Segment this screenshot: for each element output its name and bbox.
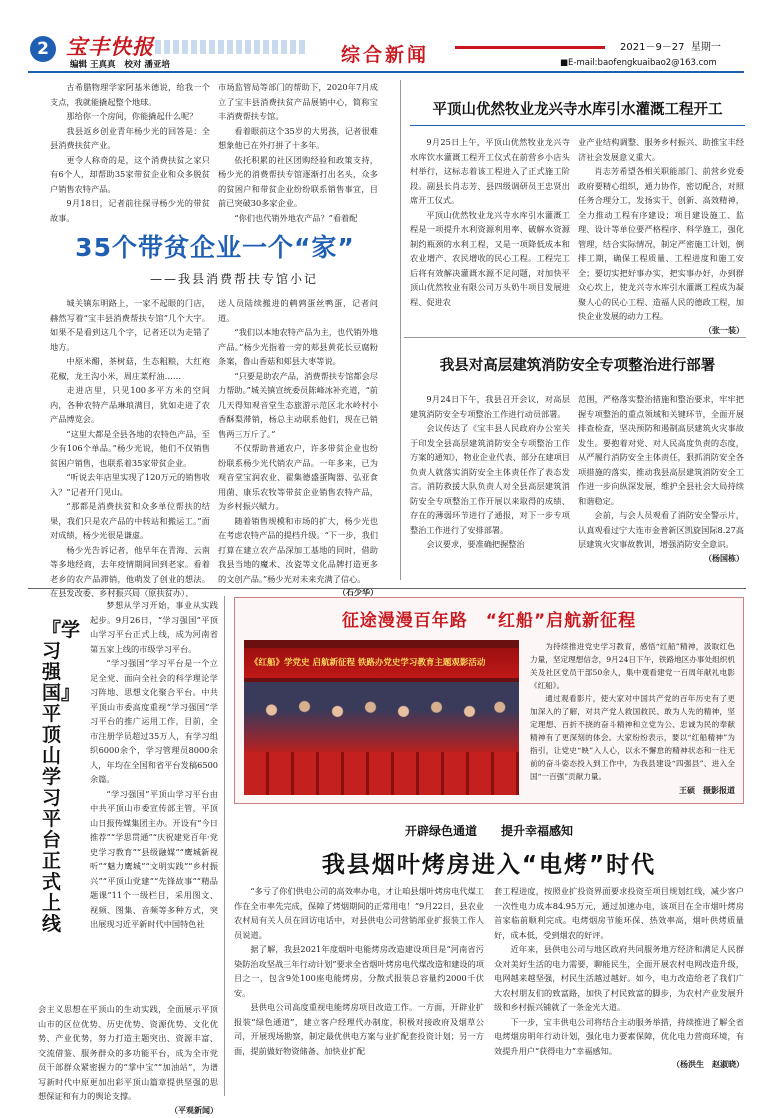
paragraph: 古希腊物理学家阿基米德说，给我一个支点，我就能撬起整个地球。 (50, 80, 210, 109)
editor-line (70, 58, 170, 70)
paragraph: 杨少光告诉记者，他早年在青海、云南等多地经商，去年疫情期间回到老家。看着老乡的农产品滞销，他萌发了创业的想法。在县发改委、乡村振兴局（原扶贫办）、 (50, 543, 210, 601)
weekday: 星期一 (691, 42, 721, 53)
paragraph: 送人员陆续搬进的鹌鹑蛋丝鸭蛋，记者问道。 (218, 296, 378, 325)
irrigation-col-1 (410, 135, 570, 309)
editor-label: 编辑 (70, 60, 87, 70)
tobacco-col-1 (234, 884, 484, 1058)
page-number: 2 (37, 39, 49, 59)
paragraph: 9月18日，记者前往探寻杨少光的带贫故事。 (50, 196, 210, 225)
store-col-2 (218, 296, 378, 601)
section-rule (28, 588, 746, 589)
paragraph: 下一步，宝丰供电公司将结合主动服务举措，持续推进了解全省电烤烟房明年行动计划，强化电力要素保障，优化电力营商环境，有效提升用户“获得电力”幸福感知。 (494, 1015, 744, 1059)
caption-paragraph: 通过观看影片，使大家对中国共产党的百年历史有了更加深入的了解，对共产党人救国救民、敢为人先的精神，坚定理想、百折不挠的奋斗精神和立党为公、忠诚为民的奉献精神有了更深刻的体会。大家纷纷表示，要以“红船精神”为指引，让党史“映”入人心，以永不懈怠的精神状态和一往无前的奋斗姿态投入到工作中，为我县建设“四强县”、进入全国“一百强”贡献力量。 (530, 692, 735, 783)
byline: （杨洪生 赵淑晓） (494, 1058, 744, 1073)
paragraph: 中原米醋，茶树菇，生态粗粮，大红袍花椒，龙王沟小米，周庄菜籽油…… (50, 354, 210, 383)
paragraph: 我县返乡创业青年杨少光的回答是：全县消费扶贫产业。 (50, 124, 210, 153)
paragraph: 县供电公司高度重视电能烤房项目改造工作。一方面，开辟业扩报装“绿色通道”，建立客户经理代办制度，积极对接政府及烟草公司，开展现场勘察，制定最优供电方案与业扩配套投资计划；另一方面，提前做好物资储备、加快业扩配 (234, 1000, 484, 1058)
proofreader-name: 潘亚培 (144, 60, 170, 70)
paragraph: “学习强国”学习平台是一个立足全党、面向全社会的科学理论学习阵地、思想文化聚合平台。中共平顶山市委高度重视“学习强国”学习平台的推广运用工作，目前，全市注册学员超过35万人，有学习组织6000余个，学习管理员8000余人，年均在全国和省平台发稿6500余篇。 (90, 656, 218, 787)
section-title: 综合新闻 (330, 40, 440, 67)
masthead-decor (155, 40, 305, 54)
paragraph: 范围，严格落实整治措施和整治要求，牢牢把握专项整治的重点领域和关键环节，全面开展排查检查，坚决预防和遏制高层建筑火灾事故发生。要抱着对党、对人民高度负责的态度，从严履行消防安全主体责任，狠抓消防安全各项措施的落实，推动我县高层建筑消防安全工作进一步向纵深发展，维护全县社会大局持续和谐稳定。 (578, 392, 744, 508)
paragraph: “你们也代销外地农产品？”看着配 (218, 211, 378, 226)
paragraph: “我们以本地农特产品为主，也代销外地产品。”杨少光指着一旁的郏县黄花长豆腐粉条案，鲁山香菇和郏县大枣等说。 (218, 325, 378, 369)
fire-col-2 (578, 392, 744, 566)
paragraph: 市场监管局等部门的帮助下，2020年7月成立了宝丰县消费扶贫产品展销中心，简称宝丰消费帮扶专馆。 (218, 80, 378, 124)
paper-name: 宝丰快报 (66, 31, 154, 61)
paragraph: 会议要求，要准确把握整治 (410, 537, 570, 552)
page-number-badge (30, 36, 56, 62)
section-rule (404, 337, 746, 338)
paragraph: “多亏了你们供电公司的高效率办电，才让咱县烟叶烤房电代煤工作在全市率先完成，保障了烤烟期间的正常用电！”9月22日，县农业农村局有关人员在回访电话中，对县供电公司营销部业扩报装工作人员说道。 (234, 884, 484, 942)
paragraph: “听说去年店里实现了120万元的销售收入？”记者开门见山。 (50, 470, 210, 499)
paragraph: 会前，与会人员观看了消防安全警示片，认真观看过宁大连市金普新区凯旋国际8.27高层建筑火灾事故教训，增强消防安全意识。 (578, 508, 744, 552)
fire-article-title: 我县对高层建筑消防安全专项整治进行部署 (410, 354, 745, 375)
photo-credit: 王硕 摄影报道 (530, 784, 735, 797)
paragraph: 平顶山优然牧业龙兴寺水库引水灌溉工程是一项提升水利资源利用率、破解水资源制约瓶颈的水利工程，又是一项降低成本和农业增产、农民增收的民心工程。工程完工后将有效解决灌溉水源不足问题，对加快平顶山优然牧业有限公司万头奶牛项目发展进程、促进农 (410, 208, 570, 310)
platform-wide-tail (38, 1002, 218, 1118)
masthead-decor-right (455, 46, 605, 49)
tobacco-kicker: 开辟绿色通道 提升幸福感知 (234, 822, 744, 839)
irrigation-col-2 (578, 135, 744, 338)
paragraph: 看着眼前这个35岁的大男孩，记者很难想象他已在外打拼了十多年。 (218, 124, 378, 153)
paragraph: “学习强国”平顶山学习平台由中共平顶山市委宣传部主管，平顶山日报传媒集团主办。开设有“今日推荐”“学思贯通”“庆祝建党百年·党史学习教育”“县级融媒”“鹰城新视听”“魅力鹰城”“文明实践”“乡村振兴”“平顶山党建”“先锋故事”“精品题课”11个一级栏目，采用图文、视频、图集、音频等多种方式，突出展现习近平新时代中国特色社 (90, 787, 218, 932)
platform-narrow-col (90, 598, 218, 932)
paragraph: 据了解，我县2021年度烟叶电能烤房改造建设项目是“河南省污染防治攻坚战三年行动计划”要求全省烟叶烤房电代煤改造和建设的项目之一，包含9处100座电能烤房，分散式报装总容量约2000千伏安。 (234, 942, 484, 1000)
paragraph: 会议传达了《宝丰县人民政府办公室关于印发全县高层建筑消防安全专项整治工作方案的通知》，物业企业代表、部分在建项目负责人就落实消防安全主体责任作了表态发言。消防救援大队负责人对全县高层建筑消防安全专项整治工作开展以来取得的成绩、存在的薄弱环节进行了通报，对下一步专项整治工作进行了安排部署。 (410, 421, 570, 537)
paragraph: 业产业结构调整、服务乡村振兴、助推宝丰经济社会发展意义重大。 (578, 135, 744, 164)
title-rule (410, 125, 745, 126)
paragraph: 那给你一个房间，你能撬起什么呢？ (50, 109, 210, 124)
tobacco-col-2 (494, 884, 744, 1073)
fire-col-1 (410, 392, 570, 552)
byline: （杨国栋） (578, 552, 744, 567)
continuation-left-column (50, 80, 210, 225)
group-photo (244, 640, 519, 795)
store-article-subtitle: ——我县消费帮扶专馆小记 (150, 270, 318, 287)
continuation-right-column (218, 80, 378, 225)
photo-feature-headline: 征途漫漫百年路 “红船”启航新征程 (234, 606, 744, 631)
byline: （平观新闻） (38, 1104, 218, 1118)
paragraph: 不仅帮助普通农户，许多带贫企业也纷纷联系杨少光代销农产品。一年多来，已为观音堂宝润农业、翟集德盛蛋陶器、弘亚食用菌、康乐农牧等带贫企业销售农特产品，为乡村振兴赋力。 (218, 441, 378, 514)
column-divider (224, 596, 225, 1096)
banner-text: 《红船》学党史 启航新征程 铁路办党史学习教育主题观影活动 (250, 656, 514, 668)
paragraph: 梦想从学习开始，事业从实践起步。9月26日，“学习强国”平顶山学习平台正式上线，成为河南省第五家上线的市级学习平台。 (90, 598, 218, 656)
column-divider (400, 80, 401, 580)
tobacco-article-title: 我县烟叶烤房进入“电烤”时代 (234, 846, 744, 879)
seats (244, 752, 519, 795)
paragraph: “只要是助农产品，消费帮扶专馆都会尽力帮助。”城关镇宣统委员陈峰冰补充道，“前几天得知观音堂生态旅游示范区北水岭村小香酥梨滞销，杨总主动联系他们，现在已销售两三万斤了。” (218, 369, 378, 442)
irrigation-article-title: 平顶山优然牧业龙兴寺水库引水灌溉工程开工 (410, 98, 745, 119)
paragraph: “那都是消费扶贫和众多单位帮扶的结果，我们只是农产品的中转站和搬运工。”面对成绩，杨少光很是谦虚。 (50, 499, 210, 543)
date: 2021－9－27 (620, 42, 685, 53)
audience (244, 682, 519, 752)
paragraph: 随着销售规模和市场的扩大，杨少光也在考虑农特产品的提档升级。“下一步，我们打算在建立农产品深加工基地的同时，借助我县当地的魔术、汝瓷等文化品牌打造更多的文创产品。”杨少光对未来充满了信心。 (218, 514, 378, 587)
paragraph: 9月24日下午，我县召开会议，对高层建筑消防安全专项整治工作进行动员部署。 (410, 392, 570, 421)
photo-caption (530, 640, 735, 797)
store-article-title: 35个带贫企业一个“家” (50, 228, 380, 264)
paragraph: 依托积累的社区团购经验和政策支持，杨少光的消费帮扶专馆逐渐打出名头，众多的贫困户和带贫企业纷纷联系销售事宜，目前已突破30多家企业。 (218, 153, 378, 211)
paragraph: 会主义思想在平顶山的生动实践，全面展示平顶山市的区位优势、历史优势、资源优势、文化优势、产业优势，努力打造主题突出、资源丰富、交流借鉴、服务群众的多功能平台，成为全市党员干部群众紧密握力的“掌中宝”“加油站”，为谱写新时代中原更加出彩平顶山篇章提供坚强的思想保证和有力的舆论支撑。 (38, 1002, 218, 1104)
paragraph: 近年来，县供电公司与地区政府共同服务地方经济和满足人民群众对美好生活的电力需要，聊能民生，全面开展农村电网改造升级，电网越来越坚强，村民生活越过越好。如今，电力改造给老了我们广大农村朋友们的致富路，加快了村民致富的脚步，为农村产业发展升级和乡村振兴铺就了一条金光大道。 (494, 942, 744, 1015)
paragraph: 肖志芳希望各相关职能部门、前营乡党委政府要精心组织，通力协作，密切配合，对照任务合理分工，发扬实干、创新、高效精神，全力推动工程有序建设；项目建设施工、监理、设计等单位要严格程序、科学施工，强化管理，结合实际情况，制定严密施工计划，倒排工期，确保工程质量、工程进度和施工安全；要切实把好事办实，把实事办好，办到群众心坎上，使龙兴寺水库引水灌溉工程成为凝聚人心的民心工程、造福人民的德政工程，加快企业发展的动力工程。 (578, 164, 744, 324)
editor-name: 王真真 (90, 60, 116, 70)
paragraph: 城关镇东明路上，一家不起眼的门店，赫然写着“宝丰县消费帮扶专馆”几个大字。如果不是看到这几个字，记者还以为走错了地方。 (50, 296, 210, 354)
masthead-rule (28, 71, 744, 73)
store-col-1 (50, 296, 210, 601)
issue-date (620, 38, 721, 53)
contact-email: ■E-mail:baofengkuaibao2@163.com (560, 58, 717, 68)
platform-vertical-title: 『学习强国』平顶山学习平台正式上线 (42, 620, 66, 935)
byline: （张一装） (578, 324, 744, 339)
caption-paragraph: 为持续推进党史学习教育，感悟“红船”精神，汲取红色力量，坚定理想信念，9月24日下午，铁路地区办事处组织机关及社区党员干部50余人，集中观看建党一百周年献礼电影《红船》。 (530, 640, 735, 692)
proof-label: 校对 (124, 60, 141, 70)
paragraph: 更令人称奇的是，这个消费扶贫之家只有6个人，却帮助35家带贫企业和众多脱贫户销售农特产品。 (50, 153, 210, 197)
byline: （石少华） (218, 586, 378, 601)
paragraph: 9月25日上午，平顶山优然牧业龙兴寺水库饮水灌溉工程开工仪式在前营乡小店头村举行，这标志着该工程进入了正式施工阶段。副县长肖志芳、县四级调研员王忠贤出席开工仪式。 (410, 135, 570, 208)
paragraph: “这里大都是全县各地的农特色产品，至少有106个单品。”杨少光说，他们不仅销售贫困户销售，也联系着35家带贫企业。 (50, 427, 210, 471)
paragraph: 走进店里，只见100多平方米的空间内，各种农特产品琳琅满目，犹如走进了农产品博览会。 (50, 383, 210, 427)
paragraph: 套工程进度，按照业扩投资界面要求投资至项目规划红线，减少客户一次性电力成本84.95万元，通过加速办电，该项目在全市烟叶烤房首家临前顺利完成。电烤烟房节能环保、热效率高，烟叶供烤质量好，成本低，受到烟农的好评。 (494, 884, 744, 942)
